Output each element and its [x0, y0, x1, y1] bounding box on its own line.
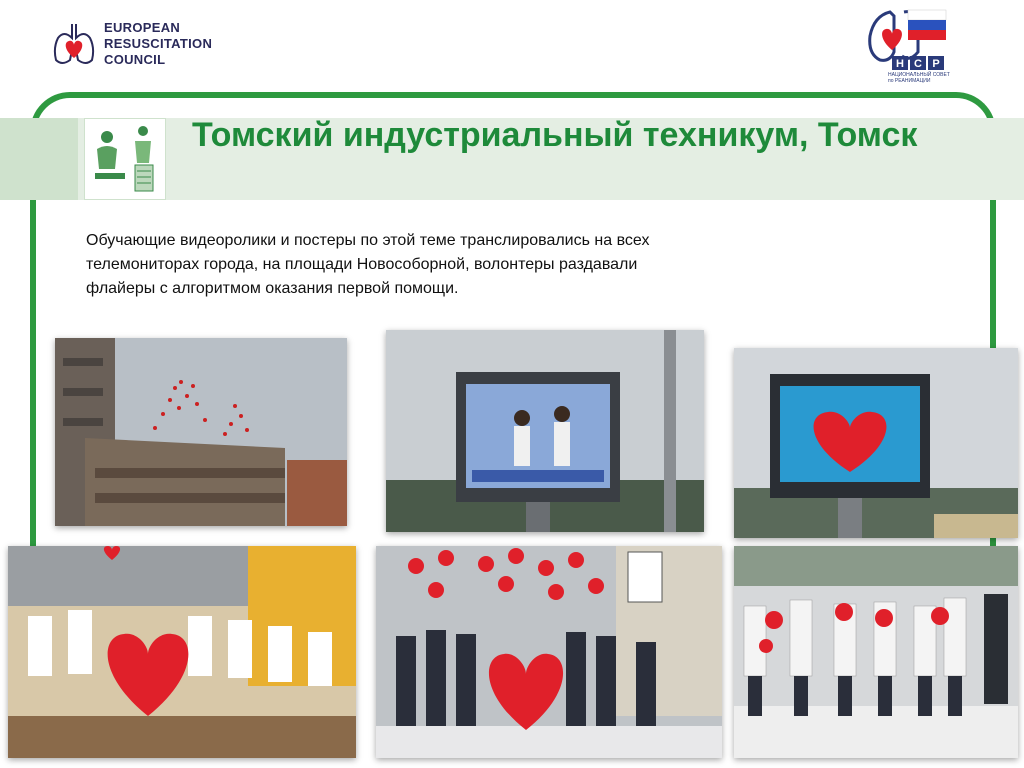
erc-line-3: COUNCIL — [104, 52, 166, 67]
lungs-heart-icon — [52, 20, 96, 68]
nsr-letter-1: Н — [896, 58, 904, 70]
erc-logo-text — [104, 20, 212, 68]
photo-street-screen-video — [386, 330, 704, 532]
erc-line-1: EUROPEAN — [104, 20, 181, 35]
erc-logo — [52, 20, 212, 68]
nsr-letter-3: Р — [932, 58, 940, 70]
photo-balloons-sky — [55, 338, 347, 526]
photo-street-screen-poster — [734, 348, 1018, 538]
first-aid-scene-icon — [85, 119, 165, 199]
nsr-logo-caption: НАЦИОНАЛЬНЫЙ СОВЕТ по РЕАНИМАЦИИ — [888, 72, 950, 84]
title-band-left-block — [0, 118, 78, 200]
erc-line-2: RESUSCITATION — [104, 36, 213, 51]
nsr-letter-2: С — [914, 58, 922, 70]
photo-volunteers-indoor — [8, 546, 356, 758]
photo-volunteers-balloons — [376, 546, 722, 758]
first-aid-illustration — [84, 118, 166, 200]
page-title: Томский индустриальный техникум, Томск — [192, 116, 918, 154]
photo-volunteers-snow — [734, 546, 1018, 758]
slide-description: Обучающие видеоролики и постеры по этой теме транслировались на всех телемониторах города, на площади Новособорной, волонтеры раздавали флайеры с алгоритмом оказания первой помощи. — [86, 232, 650, 297]
